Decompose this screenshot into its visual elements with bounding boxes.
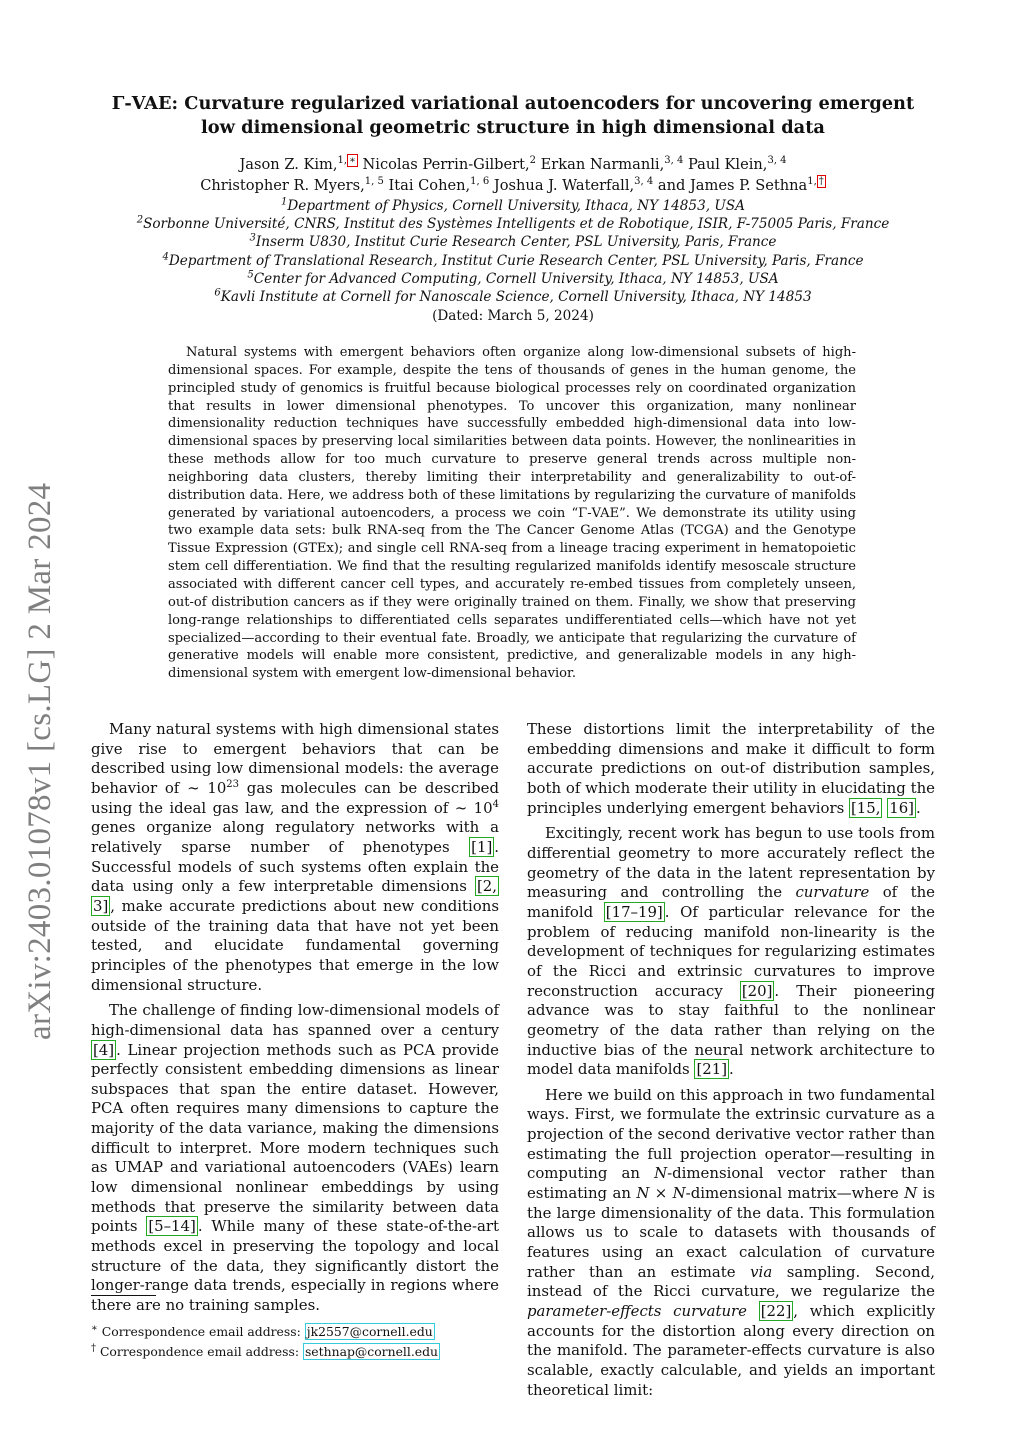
citation-link[interactable]: 16] — [889, 798, 914, 817]
author: Itai Cohen,$^{1, 6}$ — [388, 176, 490, 194]
author: Joshua J. Waterfall,$^{3, 4}$ — [493, 176, 654, 194]
citation-link[interactable]: [21] — [696, 1060, 728, 1079]
body-paragraph: These distortions limit the interpretability of the embedding dimensions and make it difficult to form accurate predictions on out-of distribution samples, both of which moderate their utility in elucidating the principles underlying emergent behaviors [15, 16] . — [527, 720, 935, 817]
footnote-link-star[interactable]: ∗ — [349, 155, 356, 167]
citation-link[interactable]: [17–19] — [605, 902, 663, 921]
affiliation: $^6$Kavli Institute at Cornell for Nanoscale Science, Cornell University, Ithaca, NY 14853 — [214, 287, 812, 306]
footnotes — [91, 1322, 511, 1362]
author: Jason Z. Kim,$^{1, ∗}$ — [239, 155, 356, 173]
body-paragraph: Here we build on this approach in two fundamental ways. First, we formulate the extrinsic curvature as a projection of the second derivative vector rather than estimating the full projection operator—resulting in computing an N-dimensional vector rather than estimating an N × N-dimensional matrix—where N is the large dimensionality of the data. This formulation allows us to scale to datasets with thousands of features using an exact calculation of curvature rather than an estimate via sampling. Second, instead of the Ricci curvature, we regularize the parameter-effects curvature [22] , which explicitly accounts for the distortion along every direction on the manifold. The parameter-effects curvature is also scalable, exactly calculable, and yields an important theoretical limit: — [527, 1085, 935, 1399]
body-paragraph: The challenge of finding low-dimensional models of high-dimensional data has spanned over a century [4] . Linear projection methods such as PCA provide perfectly consistent embedding dimensions as linear subspaces that span the entire dataset. However, PCA often requires many dimensions to capture the majority of the data variance, making the dimensions difficult to interpret. More modern techniques such as UMAP and variational autoencoders (VAEs) learn low dimensional nonlinear embeddings by using methods that preserve the similarity between data points [5–14] . While many of these state-of-the-art methods excel in preserving the topology and local structure of the data, they significantly distort the longer-range data trends, especially in regions where there are no training samples. — [91, 1001, 500, 1315]
email-link[interactable]: sethnap@cornell.edu — [304, 1344, 439, 1359]
paper-header — [90, 92, 936, 326]
abstract: Natural systems with emergent behaviors often organize along low-dimensional subsets of high-dimensional spaces. For example, despite the tens of thousands of genes in the human genome, the principled study of genomics is fruitful because biological processes rely on coordinated organization that results in lower dimensional phenotypes. To uncover this organization, many nonlinear dimensionality reduction techniques have successfully embedded high-dimensional data into low-dimensional spaces by preserving local similarities between data points. However, the nonlinearities in these methods allow for too much curvature to preserve general trends across multiple non-neighboring data clusters, thereby limiting their interpretability and generalizability to out-of-distribution data. Here, we address both of these limitations by regularizing the curvature of manifolds generated by variational autoencoders, a process we coin “Γ-VAE”. We demonstrate its utility using two example data sets: bulk RNA-seq from the The Cancer Genome Atlas (TCGA) and the Genotype Tissue Expression (GTEx); and single cell RNA-seq from a lineage tracing experiment in hematopoietic stem cell differentiation. We find that the resulting regularized manifolds identify mesoscale structure associated with different cancer cell types, and accurately re-embed tissues from completely unseen, out-of distribution cancers as if they were originally trained on them. Finally, we show that preserving long-range relationships to differentiated cells separates undifferentiated cells—which have not yet specialized—according to their eventual fate. Broadly, we anticipate that regularizing the curvature of generative models will enable more consistent, predictive, and generalizable models in any high-dimensional system with emergent low-dimensional behavior. — [168, 345, 856, 682]
author: Paul Klein,$^{3, 4}$ — [687, 155, 787, 173]
citation-link[interactable]: [4] — [93, 1040, 115, 1059]
author: Erkan Narmanli,$^{3, 4}$ — [540, 155, 684, 173]
citation-link[interactable]: [22] — [760, 1302, 792, 1321]
citation-link[interactable]: [5–14] — [148, 1217, 196, 1236]
footnote-link-dagger[interactable]: † — [818, 176, 824, 188]
footnote-divider — [91, 1295, 156, 1296]
author-list — [90, 154, 936, 196]
title-line-1: Γ-VAE: Curvature regularized variational autoencoders for uncovering emergent — [111, 93, 915, 114]
email-link[interactable]: jk2557@cornell.edu — [306, 1324, 433, 1339]
body-paragraph: Many natural systems with high dimensional states give rise to emergent behaviors that can be described using low dimensional models: the average behavior of ∼ $10^{23}$ gas molecules can be described using the ideal gas law, and the expression of ∼ $10^4$ genes organize along regulatory networks with a relatively sparse number of phenotypes [1] . Successful models of such systems often explain the data using only a few interpretable dimensions [2, 3] , make accurate predictions about new conditions outside of the training data that have not yet been tested, and elucidate fundamental governing principles of the phenotypes that emerge in the low dimensional structure. — [91, 720, 499, 994]
citation-link[interactable]: [20] — [741, 981, 773, 1000]
affiliation: $^3$Inserm U830, Institut Curie Research Center, PSL University, Paris, France — [249, 232, 777, 251]
affiliation: $^5$Center for Advanced Computing, Cornell University, Ithaca, NY 14853, USA — [247, 269, 779, 287]
citation-link[interactable]: [1] — [471, 837, 493, 856]
citation-link[interactable]: 3] — [93, 896, 109, 915]
footnote: ∗ Correspondence email address: jk2557@cornell.edu — [91, 1322, 433, 1339]
citation-link[interactable]: [2, — [476, 877, 497, 896]
body-column-left — [91, 720, 499, 1322]
affiliation: $^4$Department of Translational Research, Institut Curie Research Center, PSL University, Paris, France — [162, 251, 864, 269]
citation-link[interactable]: [15, — [850, 798, 881, 817]
author: and James P. Sethna$^{1, \dagger}$ — [657, 176, 824, 194]
title-line-2: low dimensional geometric structure in high dimensional data — [201, 117, 825, 138]
footnote: † Correspondence email address: sethnap@cornell.edu — [91, 1342, 439, 1359]
arxiv-identifier-stamp: arXiv:2403.01078v1 [cs.LG] 2 Mar 2024 — [22, 482, 58, 1040]
date-line: (Dated: March 5, 2024) — [432, 308, 594, 325]
body-paragraph: Excitingly, recent work has begun to use tools from differential geometry to more accurately reflect the geometry of the data in the latent representation by measuring and controlling the curvature of the manifold [17–19] . Of particular relevance for the problem of reducing manifold non-linearity is the development of techniques for regularizing estimates of the Ricci and extrinsic curvatures to improve reconstruction accuracy [20] . Their pioneering advance was to stay faithful to the nonlinear geometry of the data rather than relying on the inductive bias of the neural network architecture to model data manifolds [21] . — [527, 824, 935, 1079]
paper-title — [90, 92, 936, 140]
author: Christopher R. Myers,$^{1, 5}$ — [200, 176, 384, 194]
affiliation: $^1$Department of Physics, Cornell University, Ithaca, NY 14853, USA — [281, 196, 745, 214]
author: Nicolas Perrin-Gilbert,$^2$ — [362, 155, 536, 173]
body-column-right — [527, 720, 935, 1406]
affiliation: $^2$Sorbonne Université, CNRS, Institut des Systèmes Intelligents et de Robotique, ISIR, F-75005 Paris, France — [136, 214, 890, 233]
affiliation-list — [90, 197, 936, 306]
